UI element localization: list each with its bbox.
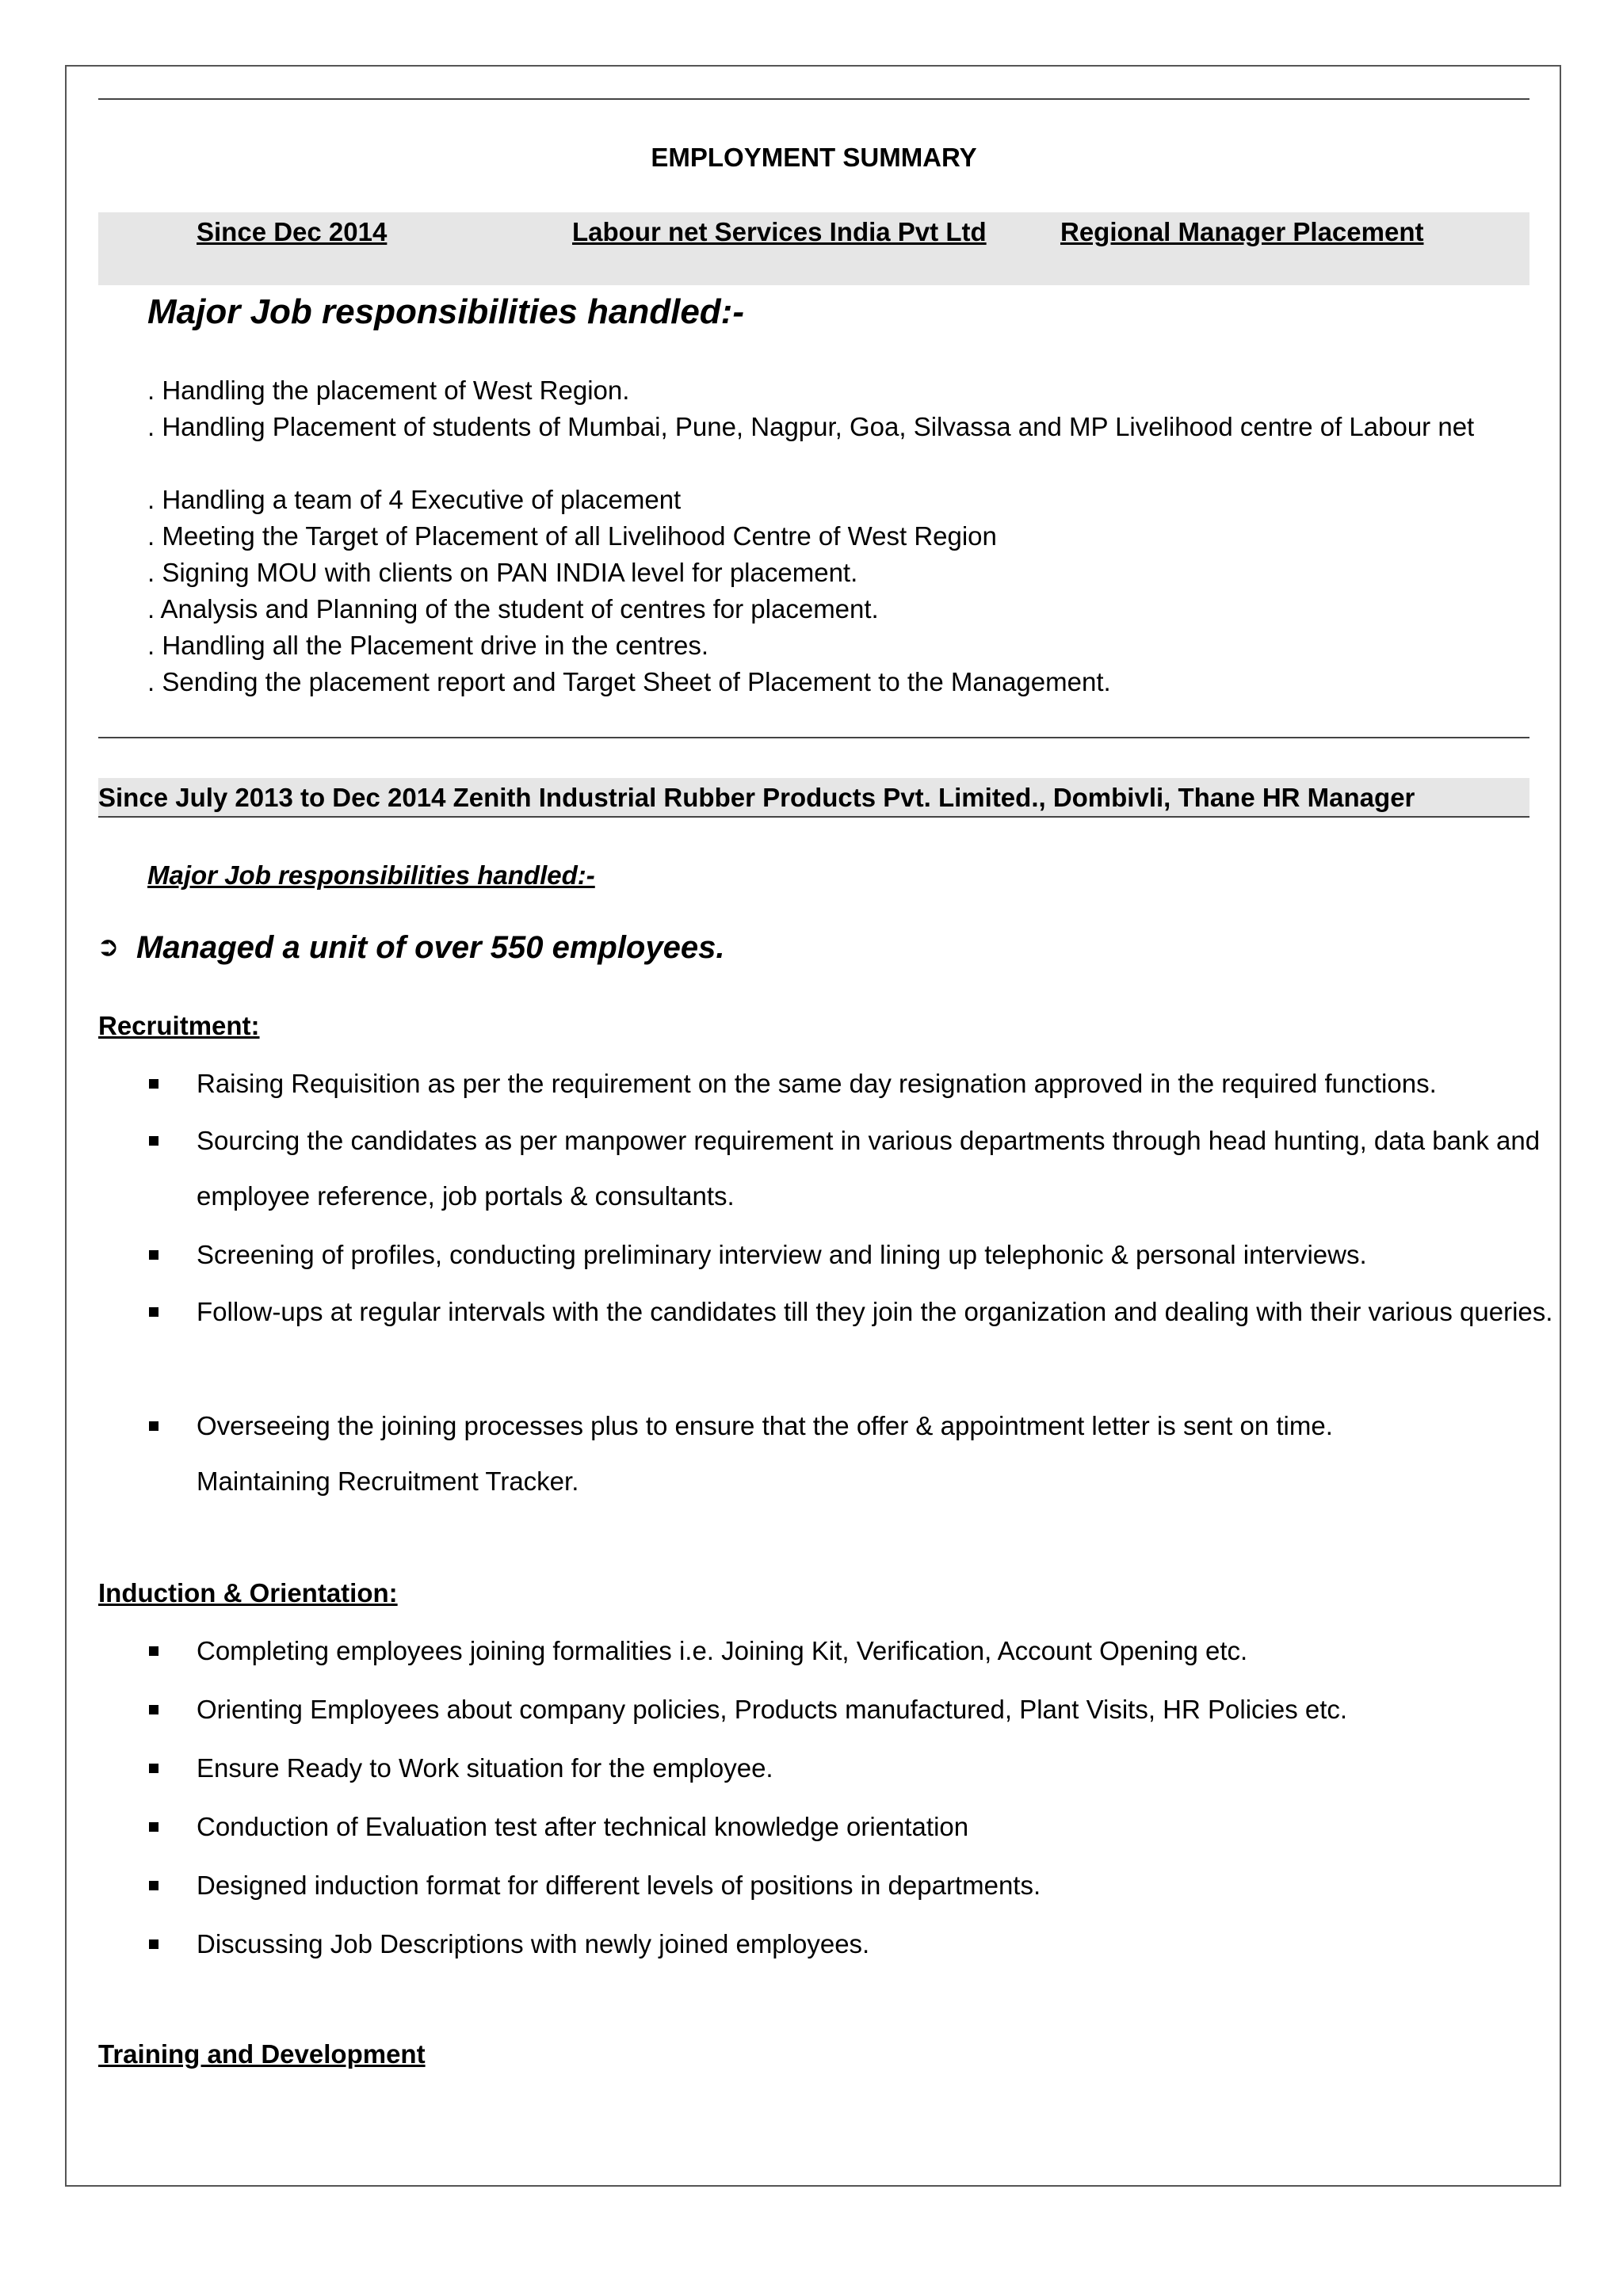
job2-resp-heading: Major Job responsibilities handled:- [147, 860, 595, 890]
job1-item: . Handling a team of 4 Executive of placement [147, 485, 682, 514]
bullet-icon [149, 1250, 158, 1260]
bullet-icon [149, 1079, 158, 1089]
arrow-icon: ➲ [97, 932, 120, 962]
job1-item: . Meeting the Target of Placement of all Livelihood Centre of West Region [147, 521, 997, 551]
induction-item: Orienting Employees about company policies, Products manufactured, Plant Visits, HR Policies etc. [197, 1695, 1348, 1724]
job1-item: . Analysis and Planning of the student of centres for placement. [147, 594, 879, 624]
bullet-icon [149, 1822, 158, 1832]
bullet-icon [149, 1646, 158, 1656]
induction-item: Designed induction format for different levels of positions in departments. [197, 1871, 1041, 1900]
section-divider [98, 737, 1529, 738]
recruitment-item: Raising Requisition as per the requirement on the same day resignation approved in the required functions. [197, 1069, 1437, 1098]
job1-period: Since Dec 2014 [197, 217, 388, 246]
top-divider [98, 98, 1529, 100]
bullet-icon [149, 1136, 158, 1146]
bullet-icon [149, 1705, 158, 1714]
induction-title: Induction & Orientation: [98, 1578, 398, 1608]
job1-company: Labour net Services India Pvt Ltd [572, 217, 987, 246]
induction-item: Completing employees joining formalities i.e. Joining Kit, Verification, Account Opening etc. [197, 1636, 1248, 1665]
induction-item: Ensure Ready to Work situation for the employee. [197, 1753, 773, 1783]
job1-item: . Handling the placement of West Region. [147, 376, 630, 405]
induction-item: Discussing Job Descriptions with newly joined employees. [197, 1929, 870, 1958]
training-title: Training and Development [98, 2039, 426, 2069]
job1-item: . Handling Placement of students of Mumbai, Pune, Nagpur, Goa, Silvassa and MP Livelihood centre of Labour net [147, 412, 1475, 441]
job1-item: . Sending the placement report and Target Sheet of Placement to the Management. [147, 667, 1111, 696]
bullet-icon [149, 1939, 158, 1949]
bullet-icon [149, 1421, 158, 1431]
bullet-icon [149, 1307, 158, 1317]
job2-header: Since July 2013 to Dec 2014 Zenith Industrial Rubber Products Pvt. Limited., Dombivli, Thane HR Manager [98, 783, 1415, 812]
bullet-icon [149, 1764, 158, 1773]
job1-item: . Signing MOU with clients on PAN INDIA level for placement. [147, 558, 858, 587]
recruitment-title: Recruitment: [98, 1011, 260, 1040]
recruitment-item: Follow-ups at regular intervals with the candidates till they join the organization and dealing with their various queries. [197, 1297, 1553, 1326]
induction-item: Conduction of Evaluation test after technical knowledge orientation [197, 1812, 969, 1841]
recruitment-item: Screening of profiles, conducting preliminary interview and lining up telephonic & personal interviews. [197, 1240, 1367, 1269]
job1-item: . Handling all the Placement drive in the centres. [147, 631, 709, 660]
recruitment-item: Overseeing the joining processes plus to ensure that the offer & appointment letter is sent on time. Maintaining Recruitment Tracker. [197, 1411, 1333, 1496]
job1-role: Regional Manager Placement [1060, 217, 1424, 246]
job1-resp-heading: Major Job responsibilities handled:- [147, 292, 744, 331]
recruitment-item: Sourcing the candidates as per manpower requirement in various departments through head hunting, data bank and employee reference, job portals & consultants. [197, 1126, 1541, 1211]
bullet-icon [149, 1881, 158, 1890]
job2-highlight: Managed a unit of over 550 employees. [136, 930, 725, 965]
section-title: EMPLOYMENT SUMMARY [651, 143, 977, 172]
